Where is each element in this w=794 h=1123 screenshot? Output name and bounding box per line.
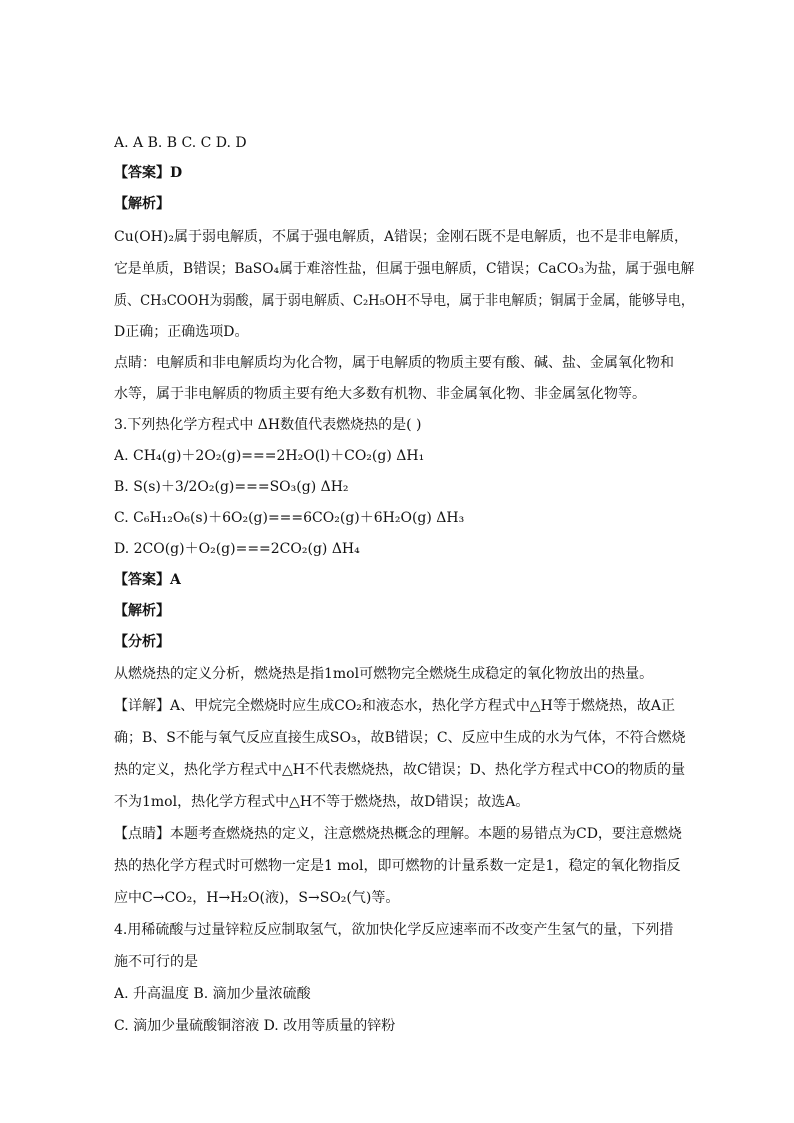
q3-analysis-text: 从燃烧热的定义分析，燃烧热是指1mol可燃物完全燃烧生成稳定的氧化物放出的热量。 (114, 666, 654, 682)
q3-answer: 【答案】A (114, 572, 181, 588)
q2-explanation-1: Cu(OH)₂属于弱电解质，不属于强电解质，A错误；金刚石既不是电解质，也不是非电解质， (114, 229, 689, 245)
q3-tip-2: 热的热化学方程式时可燃物一定是1 mol，即可燃物的计量系数一定是1，稳定的氧化物指反 (114, 858, 681, 874)
q2-answer: 【答案】D (114, 165, 183, 181)
q2-explanation-4: D正确；正确选项D。 (114, 324, 249, 340)
q2-explanation-3: 质、CH₃COOH为弱酸，属于弱电解质、C₂H₅OH不导电，属于非电解质；铜属于金属，能够导电， (114, 293, 694, 309)
q3-detail-4: 不为1mol，热化学方程式中△H不等于燃烧热，故D错误；故选A。 (114, 794, 530, 810)
q3-stem: 3.下列热化学方程式中 ΔH数值代表燃烧热的是( ) (114, 417, 422, 433)
q3-analysis-sub: 【分析】 (114, 634, 170, 650)
q2-explanation-2: 它是单质，B错误；BaSO₄属于难溶性盐，但属于强电解质，C错误；CaCO₃为盐，属于强电解 (114, 261, 694, 277)
q3-option-d: D. 2CO(g)＋O₂(g)===2CO₂(g) ΔH₄ (114, 541, 360, 557)
q3-option-a: A. CH₄(g)＋2O₂(g)===2H₂O(l)＋CO₂(g) ΔH₁ (114, 448, 425, 464)
q2-analysis-heading: 【解析】 (114, 196, 170, 212)
q2-tip-2: 水等，属于非电解质的物质主要有绝大多数有机物、非金属氧化物、非金属氢化物等。 (114, 386, 646, 402)
q3-option-c: C. C₆H₁₂O₆(s)＋6O₂(g)===6CO₂(g)＋6H₂O(g) ΔH₃ (114, 510, 465, 526)
q3-detail-1: 【详解】A、甲烷完全燃烧时应生成CO₂和液态水，热化学方程式中△H等于燃烧热，故A正 (114, 698, 675, 714)
q2-options: A. A B. B C. C D. D (114, 135, 247, 151)
q3-detail-2: 确；B、S不能与氧气反应直接生成SO₃，故B错误；C、反应中生成的水为气体，不符合燃烧 (114, 730, 686, 746)
q3-tip-3: 应中C→CO₂，H→H₂O(液)，S→SO₂(气)等。 (114, 890, 400, 906)
q4-options-cd: C. 滴加少量硫酸铜溶液 D. 改用等质量的锌粉 (114, 1018, 396, 1034)
q3-tip-1: 【点睛】本题考查燃烧热的定义，注意燃烧热概念的理解。本题的易错点为CD，要注意燃烧 (114, 826, 682, 842)
q4-options-ab: A. 升高温度 B. 滴加少量浓硫酸 (114, 986, 311, 1002)
q2-tip-1: 点睛：电解质和非电解质均为化合物，属于电解质的物质主要有酸、碱、盐、金属氧化物和 (114, 355, 674, 371)
q3-option-b: B. S(s)＋3/2O₂(g)===SO₃(g) ΔH₂ (114, 479, 349, 495)
q4-stem-2: 施不可行的是 (114, 954, 198, 970)
q3-detail-3: 热的定义，热化学方程式中△H不代表燃烧热，故C错误；D、热化学方程式中CO的物质的量 (114, 762, 686, 778)
q3-analysis-heading: 【解析】 (114, 603, 170, 619)
q4-stem-1: 4.用稀硫酸与过量锌粒反应制取氢气，欲加快化学反应速率而不改变产生氢气的量，下列措 (114, 922, 674, 938)
